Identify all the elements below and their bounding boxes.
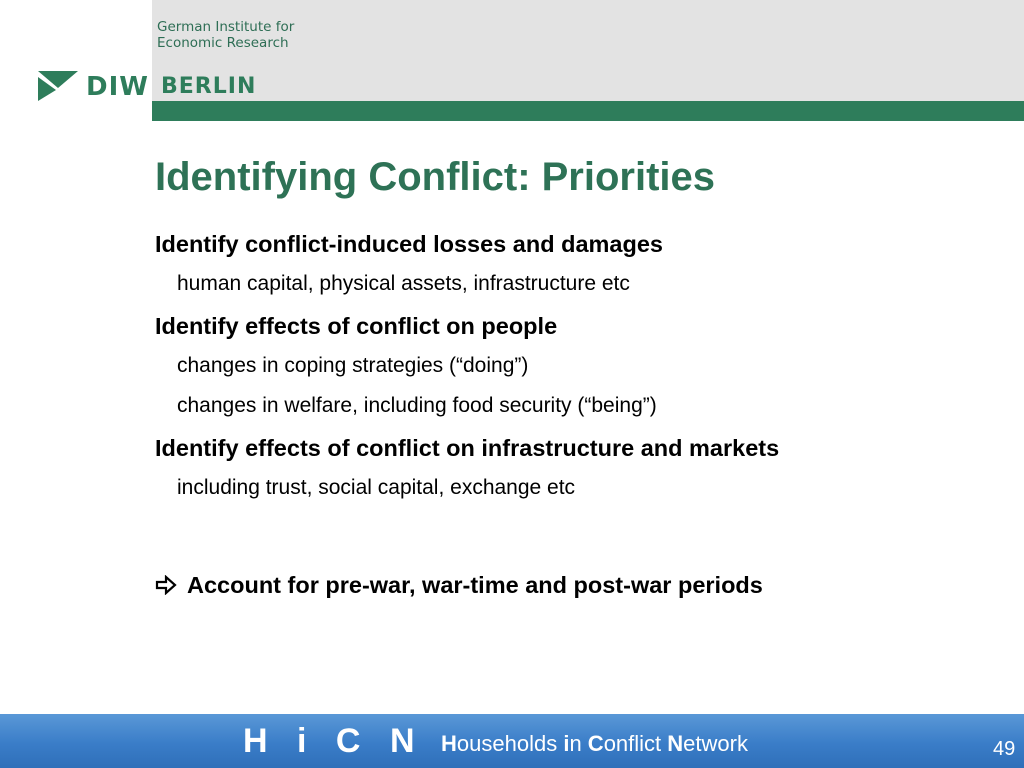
network-rest-network: etwork: [683, 731, 748, 756]
logo-berlin-text: BERLIN: [161, 74, 257, 99]
logo-diw-text: DIW: [86, 72, 149, 102]
hicn-acronym: [243, 719, 415, 763]
institute-name: [157, 19, 294, 51]
acronym-n: N: [389, 722, 415, 760]
network-rest-conflict: onflict: [603, 731, 668, 756]
arrow-right-icon: [155, 575, 177, 595]
diw-logo-icon: [36, 68, 80, 104]
page-number: 49: [993, 738, 1016, 760]
institute-name-line2: Economic Research: [157, 35, 289, 51]
sub-bullet-trust: including trust, social capital, exchange etc: [177, 476, 576, 499]
network-initial-h: H: [441, 731, 457, 756]
conclusion-text: Account for pre-war, war-time and post-war periods: [187, 572, 763, 598]
header-accent-line: [152, 101, 1024, 121]
conclusion-line: [155, 568, 763, 602]
sub-bullet-losses: human capital, physical assets, infrastructure etc: [177, 272, 630, 295]
sub-bullet-welfare: changes in welfare, including food security (“being”): [177, 394, 657, 417]
header-divider: [150, 0, 152, 121]
network-rest-households: ouseholds: [456, 731, 564, 756]
network-initial-c: C: [587, 731, 604, 756]
slide-title: Identifying Conflict: Priorities: [155, 155, 716, 199]
acronym-h: H: [243, 722, 268, 760]
acronym-c: C: [335, 722, 361, 760]
sub-bullet-coping: changes in coping strategies (“doing”): [177, 354, 529, 377]
institute-name-line1: German Institute for: [157, 19, 295, 35]
network-initial-n: N: [667, 731, 684, 756]
bullet-list: [155, 228, 1005, 512]
bullet-people: Identify effects of conflict on people: [155, 313, 558, 339]
acronym-i: i: [297, 722, 307, 760]
network-name: [441, 728, 748, 760]
bullet-markets: Identify effects of conflict on infrastructure and markets: [155, 435, 780, 461]
bullet-losses: Identify conflict-induced losses and damages: [155, 231, 663, 257]
network-rest-in: n: [569, 731, 588, 756]
network-initial-i: i: [563, 731, 570, 756]
